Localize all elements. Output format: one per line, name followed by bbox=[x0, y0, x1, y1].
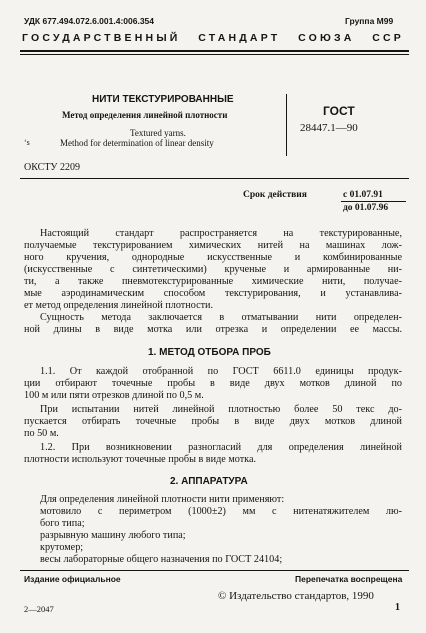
intro-line: ет метод определения линейной плотности. bbox=[24, 300, 214, 311]
group-code: Группа М99 bbox=[345, 16, 394, 26]
section-1-line: плотности используют точечные пробы в виде мотка. bbox=[24, 454, 257, 465]
header-rule-thick bbox=[20, 50, 409, 52]
section-1-line: ции отбирают точечные пробы в виде двух мотков длиной по bbox=[24, 378, 402, 389]
intro-line: получаемые текстурированием химических нитей на машинах лож- bbox=[24, 240, 402, 251]
intro-line: ного кручения, однородные искусственные и комбинированные bbox=[24, 252, 402, 263]
section-2-heading: 2. АППАРАТУРА bbox=[170, 476, 248, 487]
validity-separator bbox=[341, 201, 406, 202]
gost-label: ГОСТ bbox=[323, 104, 355, 118]
footer-rule bbox=[20, 570, 409, 571]
udk-code: УДК 677.494.072.6.001.4:006.354 bbox=[24, 16, 155, 26]
title-rule bbox=[20, 178, 409, 179]
intro-line: ной длины в виде мотка или отрезка и определении ее массы. bbox=[24, 324, 402, 335]
section-1-line: 100 м или пяти отрезков длиной по 0,5 м. bbox=[24, 390, 204, 401]
section-1-line: 1.1. От каждой отобранной по ГОСТ 6611.0 единицы продук- bbox=[40, 366, 402, 377]
intro-line: (искусственные с синтетическими) крученые и армированные ни- bbox=[24, 264, 402, 275]
page-number: 1 bbox=[395, 602, 400, 613]
intro-line: ти, а также пневмотекстурированные химические нити, получае- bbox=[24, 276, 402, 287]
section-2-line: бого типа; bbox=[40, 518, 85, 529]
section-2-line: мотовило с периметром (1000±2) мм с нитенатяжителем лю- bbox=[40, 506, 402, 517]
gost-number: 28447.1—90 bbox=[300, 122, 358, 134]
document-title: НИТИ ТЕКСТУРИРОВАННЫЕ bbox=[92, 94, 234, 105]
standard-title: ГОСУДАРСТВЕННЫЙ СТАНДАРТ СОЮЗА ССР bbox=[22, 32, 404, 44]
section-1-line: При испытании нитей линейной плотностью более 50 текс до- bbox=[40, 404, 402, 415]
section-2-line: весы лабораторные общего назначения по ГОСТ 24104; bbox=[40, 554, 283, 565]
header-rule-thin bbox=[20, 54, 409, 55]
section-1-line: по 50 м. bbox=[24, 428, 59, 439]
section-1-heading: 1. МЕТОД ОТБОРА ПРОБ bbox=[148, 347, 271, 358]
validity-label: Срок действия bbox=[243, 190, 307, 200]
copyright: © Издательство стандартов, 1990 bbox=[218, 590, 374, 602]
document-subtitle: Метод определения линейной плотности bbox=[62, 110, 228, 120]
english-title-1: Textured yarns. bbox=[130, 128, 186, 138]
intro-line: Настоящий стандарт распространяется на текстурированные, bbox=[40, 228, 402, 239]
reprint-notice: Перепечатка воспрещена bbox=[295, 574, 403, 584]
validity-to: до 01.07.96 bbox=[343, 203, 389, 213]
section-2-line: разрывную машину любого типа; bbox=[40, 530, 186, 541]
print-code: 2—2047 bbox=[24, 604, 54, 614]
official-edition: Издание официальное bbox=[24, 574, 121, 584]
title-divider bbox=[286, 94, 287, 156]
section-1-line: пускается отбирать точечные пробы в виде двух мотков длиной bbox=[24, 416, 402, 427]
validity-from: с 01.07.91 bbox=[343, 190, 383, 200]
okstu-code: ОКСТУ 2209 bbox=[24, 162, 81, 173]
section-1-line: 1.2. При возникновении разногласий для определения линейной bbox=[40, 442, 402, 453]
section-2-line: крутомер; bbox=[40, 542, 84, 553]
intro-line: мые аэродинамическим способом текстурирования, и устанавлива- bbox=[24, 288, 402, 299]
margin-mark: ‘s bbox=[24, 138, 30, 147]
intro-line: Сущность метода заключается в отматывании нити определен- bbox=[40, 312, 402, 323]
english-title-2: Method for determination of linear density bbox=[60, 138, 214, 148]
section-2-line: Для определения линейной плотности нити применяют: bbox=[40, 494, 285, 505]
